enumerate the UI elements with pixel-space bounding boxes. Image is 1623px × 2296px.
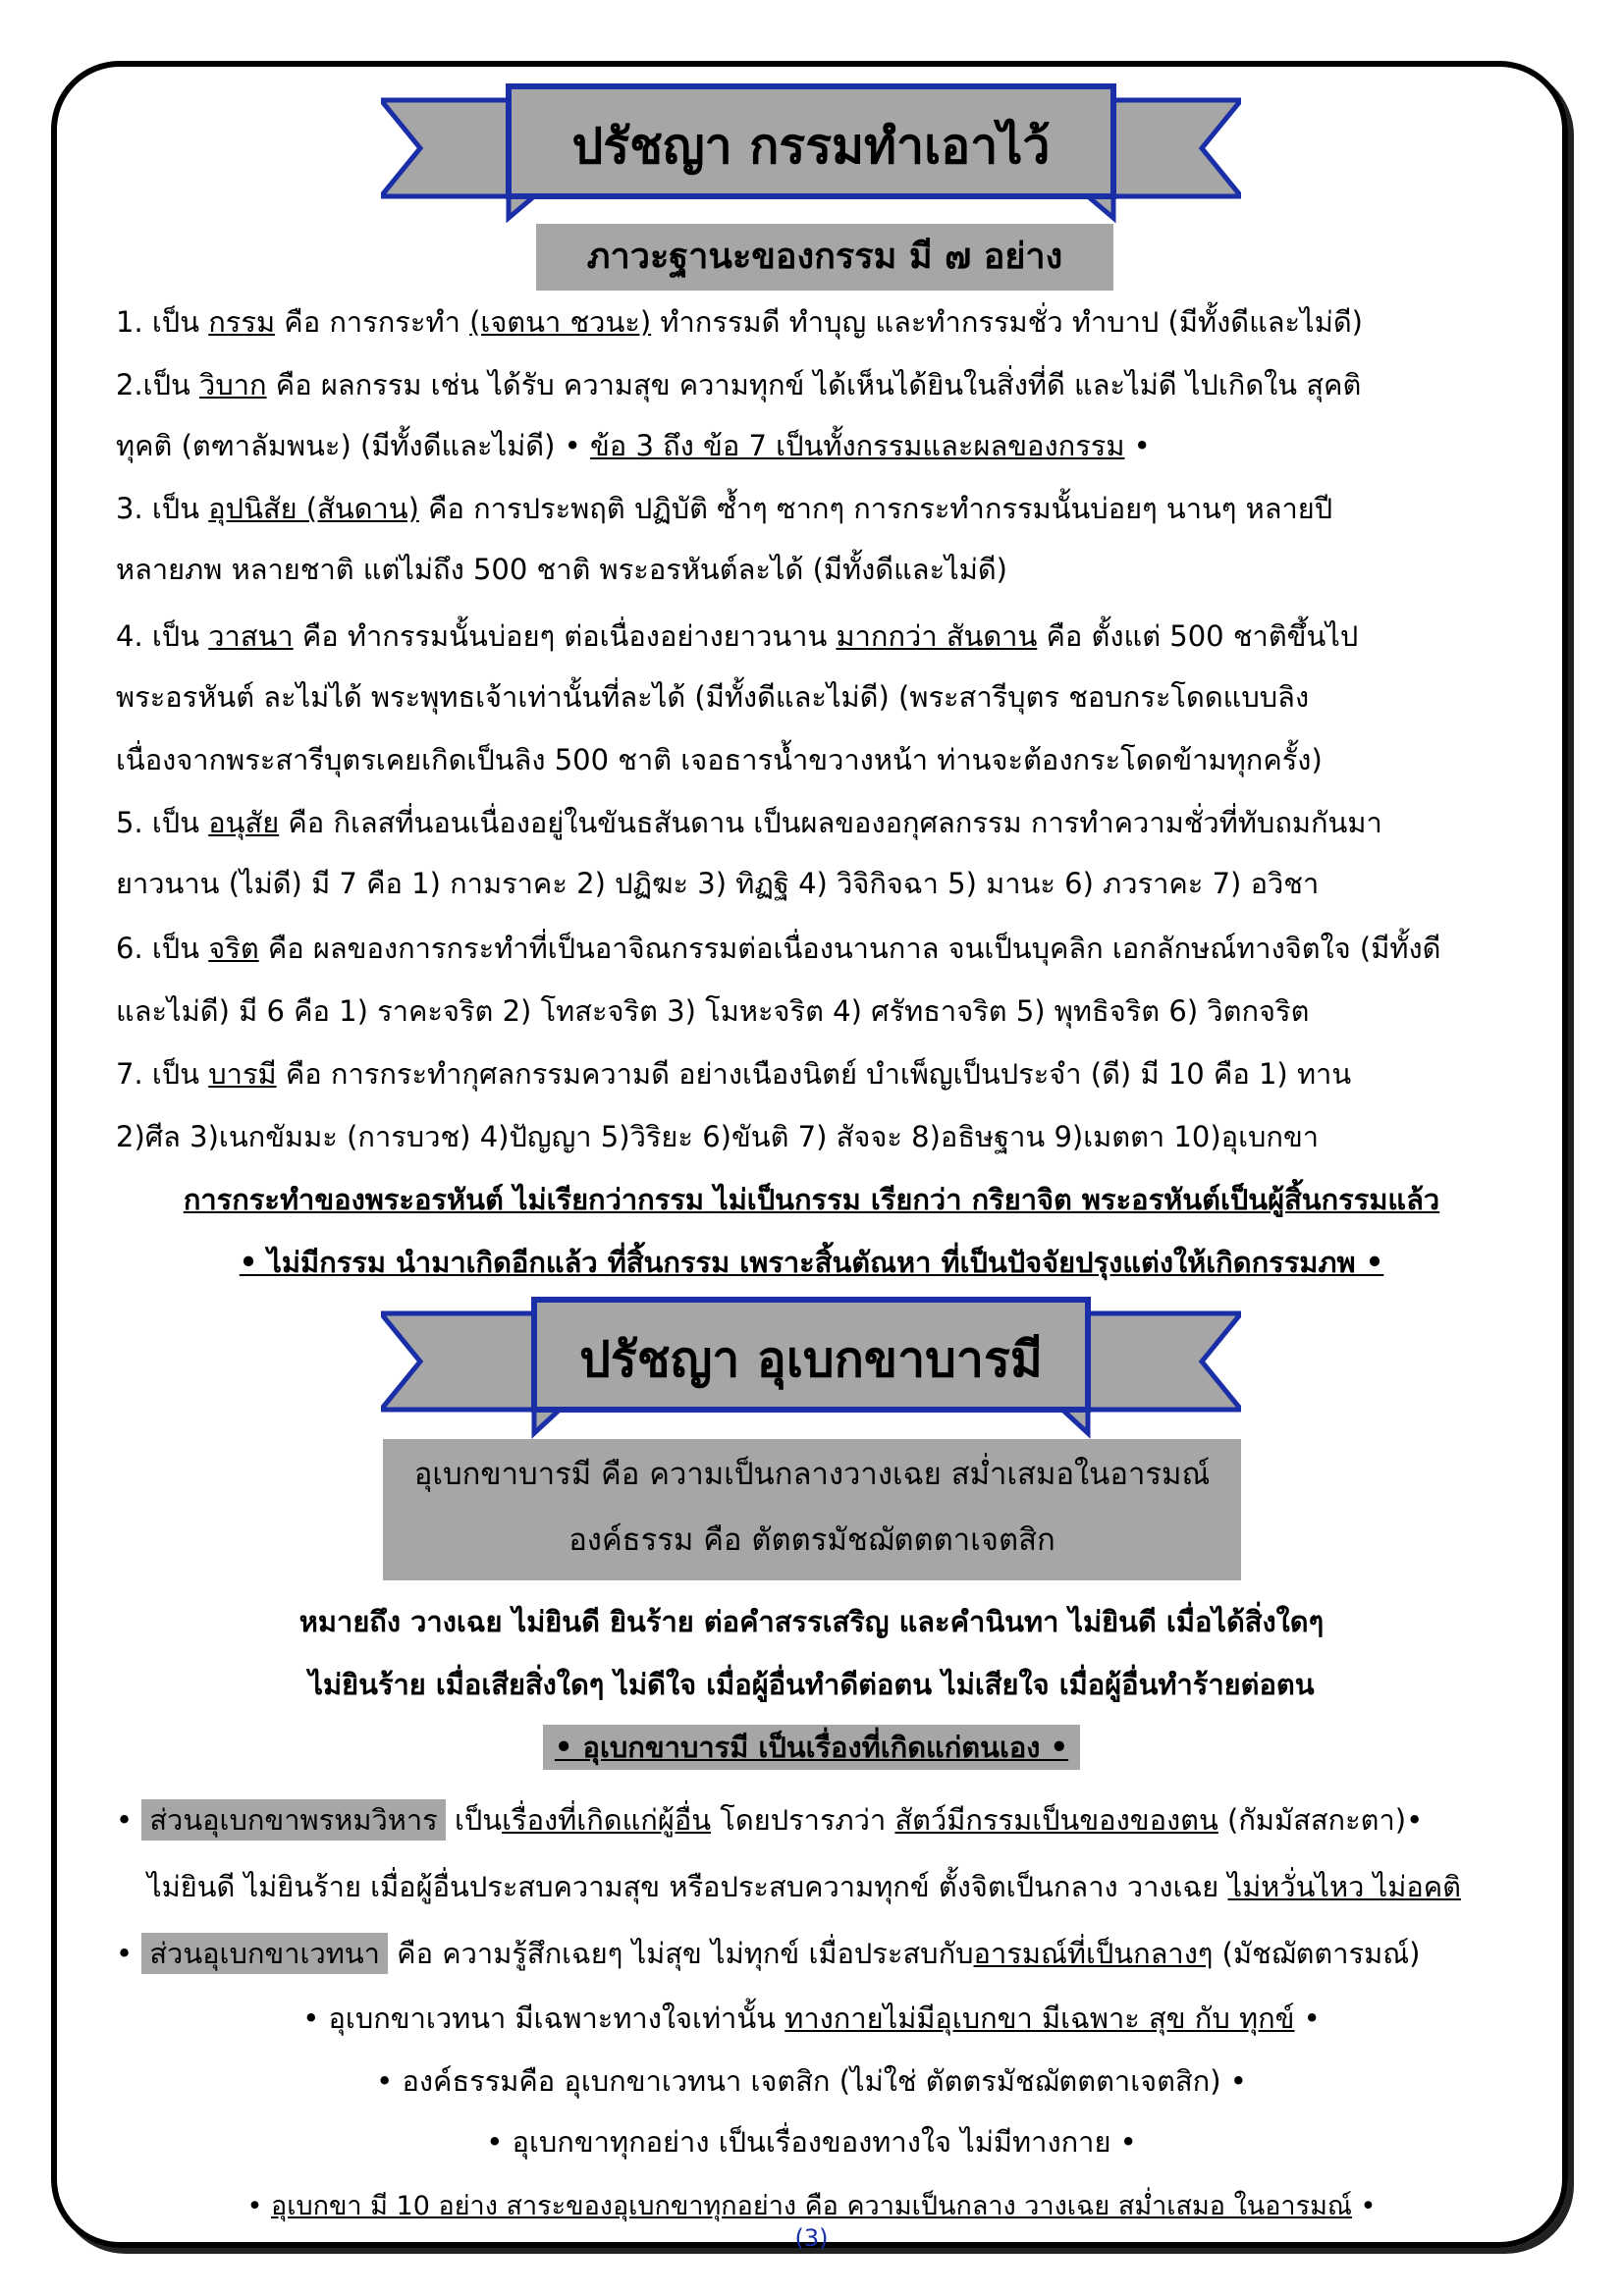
section1-subtitle (536, 224, 1113, 291)
text-line: • อุเบกขา มี 10 อย่าง สาระของอุเบกขาทุกอย่าง คือ ความเป็นกลาง วางเฉย สม่ำเสมอ ในอารมณ์ • (246, 2191, 1377, 2221)
text-line: 3. เป็น อุปนิสัย (สันดาน) คือ การประพฤติ ปฏิบัติ ซ้ำๆ ซากๆ การกระทำกรรมนั้นบ่อยๆ นานๆ หลายปี (116, 492, 1333, 525)
text-line: • อุเบกขาทุกอย่าง เป็นเรื่องของทางใจ ไม่มีทางกาย • (486, 2125, 1137, 2159)
page-number: (3) (794, 2224, 829, 2252)
text-line: 4. เป็น วาสนา คือ ทำกรรมนั้นบ่อยๆ ต่อเนื่องอย่างยาวนาน มากกว่า สันดาน คือ ตั้งแต่ 500 ชาติขึ้นไป (116, 619, 1359, 653)
text-line: 2.เป็น วิบาก คือ ผลกรรม เช่น ได้รับ ความสุข ความทุกข์ ได้เห็นได้ยินในสิ่งที่ดี และไม่ดี ไปเกิดใน สุคติ (116, 368, 1362, 401)
text-line: 2)ศีล 3)เนกขัมมะ (การบวช) 4)ปัญญา 5)วิริยะ 6)ขันติ 7) สัจจะ 8)อธิษฐาน 9)เมตตา 10)อุเบกขา (116, 1120, 1320, 1153)
text-line: ยาวนาน (ไม่ดี) มี 7 คือ 1) กามราคะ 2) ปฏิฆะ 3) ทิฏฐิ 4) วิจิกิจฉา 5) มานะ 6) ภวราคะ 7) อวิชา (116, 867, 1320, 900)
text-line: • อุเบกขาเวทนา มีเฉพาะทางใจเท่านั้น ทางกายไม่มีอุเบกขา มีเฉพาะ สุข กับ ทุกข์ • (302, 2002, 1321, 2035)
meaning-line-2: ไม่ยินร้าย เมื่อเสียสิ่งใดๆ ไม่ดีใจ เมื่อผู้อื่นทำดีต่อตน ไม่เสียใจ เมื่อผู้อื่นทำร้ายต่อตน (308, 1668, 1315, 1701)
section1-subtitle-text: ภาวะฐานะของกรรม มี ๗ อย่าง (586, 237, 1063, 277)
arahant-note: การกระทำของพระอรหันต์ ไม่เรียกว่ากรรม ไม่เป็นกรรม เรียกว่า กริยาจิต พระอรหันต์เป็นผู้สิ้นกรรมแล้ว (183, 1183, 1440, 1216)
section2-title: ปรัชญา อุเบกขาบารมี (579, 1331, 1043, 1388)
title-ribbon-2 (381, 1294, 1241, 1441)
self-note: • อุเบกขาบารมี เป็นเรื่องที่เกิดแก่ตนเอง • (0, 1728, 1623, 1767)
text-line: • ส่วนอุเบกขาพรหมวิหาร เป็นเรื่องที่เกิดแก่ผู้อื่น โดยปรารภว่า สัตว์มีกรรมเป็นของของตน (กัมมัสสกะตา)• (116, 1800, 1423, 1840)
text-line: เนื่องจากพระสารีบุตรเคยเกิดเป็นลิง 500 ชาติ เจอธารน้ำขวางหน้า ท่านจะต้องกระโดดข้ามทุกครั้ง) (116, 743, 1323, 776)
text-line: ทุคติ (ตฑาลัมพนะ) (มีทั้งดีและไม่ดี) • ข้อ 3 ถึง ข้อ 7 เป็นทั้งกรรมและผลของกรรม • (116, 429, 1151, 462)
definition-line-1: อุเบกขาบารมี คือ ความเป็นกลางวางเฉย สม่ำเสมอในอารมณ์ (413, 1457, 1211, 1492)
title-ribbon-1 (381, 80, 1241, 228)
text-line: ไม่ยินดี ไม่ยินร้าย เมื่อผู้อื่นประสบความสุข หรือประสบความทุกข์ ตั้งจิตเป็นกลาง วางเฉย ไม่หวั่นไหว ไม่อคติ (147, 1870, 1461, 1903)
text-line: 6. เป็น จริต คือ ผลของการกระทำที่เป็นอาจิณกรรมต่อเนื่องนานกาล จนเป็นบุคลิก เอกลักษณ์ทางจิตใจ (มีทั้งดี (116, 932, 1441, 965)
meaning-line-1: หมายถึง วางเฉย ไม่ยินดี ยินร้าย ต่อคำสรรเสริญ และคำนินทา ไม่ยินดี เมื่อได้สิ่งใดๆ (298, 1605, 1325, 1638)
section1-title: ปรัชญา กรรมทำเอาไว้ (571, 118, 1051, 175)
text-line: 1. เป็น กรรม คือ การกระทำ (เจตนา ชวนะ) ทำกรรมดี ทำบุญ และทำกรรมชั่ว ทำบาป (มีทั้งดีและไม่ดี) (116, 305, 1363, 339)
arahant-note-2: • ไม่มีกรรม นำมาเกิดอีกแล้ว ที่สิ้นกรรม เพราะสิ้นตัณหา ที่เป็นปัจจัยปรุงแต่งให้เกิดกรรมภพ • (239, 1246, 1384, 1279)
text-line: หลายภพ หลายชาติ แต่ไม่ถึง 500 ชาติ พระอรหันต์ละได้ (มีทั้งดีและไม่ดี) (116, 553, 1007, 586)
definition-line-2: องค์ธรรม คือ ตัตตรมัชฌัตตตาเจตสิก (568, 1522, 1055, 1558)
text-line: • ส่วนอุเบกขาเวทนา คือ ความรู้สึกเฉยๆ ไม่สุข ไม่ทุกข์ เมื่อประสบกับอารมณ์ที่เป็นกลางๆ (มัชฌัตตารมณ์) (116, 1934, 1420, 1973)
text-line: 7. เป็น บารมี คือ การกระทำกุศลกรรมความดี อย่างเนืองนิตย์ บำเพ็ญเป็นประจำ (ดี) มี 10 คือ 1) ทาน (116, 1057, 1352, 1091)
upekkha-definition-box (383, 1439, 1241, 1580)
text-line: • องค์ธรรมคือ อุเบกขาเวทนา เจตสิก (ไม่ใช่ ตัตตรมัชฌัตตตาเจตสิก) • (376, 2064, 1247, 2098)
text-line: 5. เป็น อนุสัย คือ กิเลสที่นอนเนื่องอยู่ในขันธสันดาน เป็นผลของอกุศลกรรม การทำความชั่วที่ทับถมกันมา (116, 806, 1382, 839)
text-line: และไม่ดี) มี 6 คือ 1) ราคะจริต 2) โทสะจริต 3) โมหะจริต 4) ศรัทธาจริต 5) พุทธิจริต 6) วิตกจริต (116, 994, 1310, 1028)
text-line: พระอรหันต์ ละไม่ได้ พระพุทธเจ้าเท่านั้นที่ละได้ (มีทั้งดีและไม่ดี) (พระสารีบุตร ชอบกระโดดแบบลิง (116, 680, 1310, 714)
